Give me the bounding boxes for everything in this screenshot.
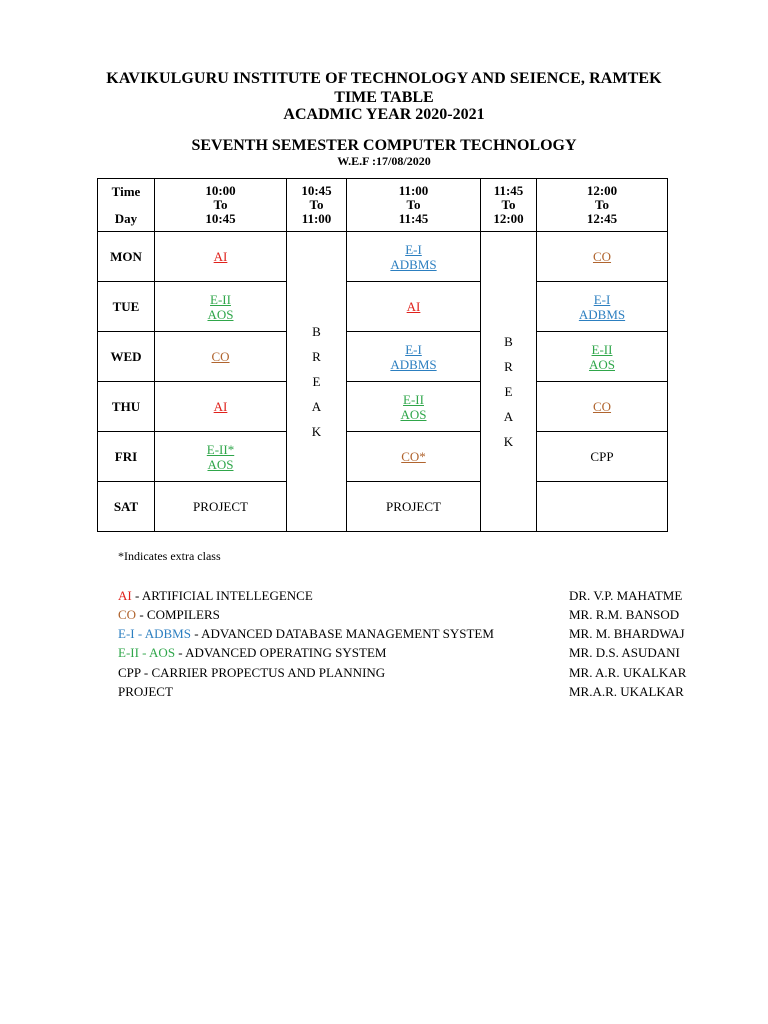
legend-item [118,607,220,623]
day-name: MON [98,232,155,282]
break-letter: A [503,409,514,424]
slot-header [347,179,481,232]
slot-start: 11:00 [398,183,429,198]
break-letter: A [311,399,322,414]
subject-link[interactable]: AOS [207,456,234,472]
subject-link[interactable]: CO [211,349,230,364]
academic-year: ACADMIC YEAR 2020-2021 [283,106,485,123]
class-cell [537,232,668,282]
slot-header [287,179,347,232]
slot-header [155,179,287,232]
subject-link[interactable]: CO [592,249,612,264]
subject-link[interactable]: E-II* [206,441,235,457]
class-cell [347,332,481,382]
legend-sep: - [136,607,147,622]
effective-date: W.E.F :17/08/2020 [337,154,431,168]
slot-end: 11:00 [301,211,332,226]
day-label: Day [114,210,138,226]
subject-text: PROJECT [193,498,248,514]
slot-to: To [595,197,609,212]
slot-to: To [213,197,228,212]
legend-name: COMPILERS [146,607,220,622]
empty-cell [537,482,668,532]
day-name: TUE [98,282,155,332]
slot-to: To [406,197,421,212]
day-row-thu [98,382,668,432]
class-cell [537,282,668,332]
legend-sep: - [190,626,202,641]
legend-code: AI [118,588,132,603]
timetable [97,178,668,532]
subject-link[interactable]: E-II [591,341,613,357]
day-row-wed [98,332,668,382]
legend-code: CO [118,607,137,622]
class-cell [155,332,287,382]
corner-cell [98,179,155,232]
day-row-sat [98,482,668,532]
legend-teacher: MR. R.M. BANSOD [569,607,680,622]
class-cell [537,382,668,432]
subject-link[interactable]: AI [213,249,228,264]
day-row-mon [98,232,668,282]
day-row-fri [98,432,668,482]
break-letter: E [504,384,513,399]
day-name: THU [98,382,155,432]
subject-link[interactable]: E-I [405,241,422,257]
break-letter: E [312,374,321,389]
slot-end: 12:00 [493,211,524,226]
subject-link[interactable]: AI [406,299,421,314]
break-column-2 [481,232,537,532]
legend-code: CPP [118,665,141,680]
subject-link[interactable]: E-I [593,291,611,307]
legend-teacher: DR. V.P. MAHATME [569,588,683,603]
timetable-header-row [98,179,668,232]
class-cell [155,482,287,532]
class-cell [347,382,481,432]
legend-teacher: MR. A.R. UKALKAR [569,665,687,680]
break-letter: R [504,359,513,374]
legend-sep: - [131,588,142,603]
institute-name: KAVIKULGURU INSTITUTE OF TECHNOLOGY AND SEIENCE, RAMTEK [106,70,662,87]
break-letter: K [311,424,322,439]
slot-start: 11:45 [493,183,524,198]
legend-teacher: MR. M. BHARDWAJ [569,626,685,641]
subject-link[interactable]: ADBMS [578,306,626,322]
subject-link[interactable]: E-II [403,391,424,407]
slot-end: 11:45 [398,211,429,226]
legend-name: ADVANCED DATABASE MANAGEMENT SYSTEM [201,626,494,641]
legend-item [118,626,494,642]
class-cell [155,432,287,482]
break-letter: R [312,349,321,364]
time-label: Time [111,183,141,199]
slot-header [481,179,537,232]
legend-name: ARTIFICIAL INTELLEGENCE [141,588,313,603]
class-cell [347,282,481,332]
subject-link[interactable]: AOS [588,356,615,372]
subject-link[interactable]: E-I [405,341,422,357]
class-cell [347,482,481,532]
slot-start: 12:00 [586,183,618,198]
legend-item [118,645,386,661]
break-letter: B [504,334,513,349]
class-cell [155,282,287,332]
subject-link[interactable]: AI [213,399,228,414]
class-cell [537,432,668,482]
subject-link[interactable]: ADBMS [390,256,437,272]
class-cell [155,382,287,432]
semester-title: SEVENTH SEMESTER COMPUTER TECHNOLOGY [191,137,577,154]
subject-link[interactable]: E-II [210,291,231,307]
slot-to: To [501,197,516,212]
slot-end: 12:45 [586,211,618,226]
class-cell [155,232,287,282]
legend-sep: - [140,665,152,680]
class-cell [347,232,481,282]
day-name: SAT [98,482,155,532]
slot-header [537,179,668,232]
subject-link[interactable]: AOS [207,306,234,322]
subject-link[interactable]: AOS [400,406,427,422]
legend-teacher: MR. D.S. ASUDANI [569,645,680,660]
legend-code: E-I - ADBMS [118,626,191,641]
subject-link[interactable]: ADBMS [390,356,437,372]
subject-text: CPP [590,448,614,464]
day-row-tue [98,282,668,332]
legend-item [118,665,385,681]
day-name: FRI [98,432,155,482]
legend-name: CARRIER PROPECTUS AND PLANNING [151,665,386,680]
legend-sep: - [175,645,186,660]
footnote: *Indicates extra class [118,549,221,563]
subject-link[interactable]: CO* [401,449,426,464]
legend-name: ADVANCED OPERATING SYSTEM [185,645,387,660]
day-name: WED [98,332,155,382]
subject-text: PROJECT [386,498,441,514]
slot-start: 10:45 [301,183,332,198]
class-cell [347,432,481,482]
legend-code: E-II - AOS [118,645,176,660]
slot-start: 10:00 [205,183,236,198]
break-letter: B [312,324,321,339]
legend-code: PROJECT [118,684,173,699]
class-cell [537,332,668,382]
legend-item [118,588,313,604]
document-title: TIME TABLE [334,89,434,106]
subject-link[interactable]: CO [592,399,612,414]
slot-to: To [309,197,324,212]
legend-teacher: MR.A.R. UKALKAR [569,684,684,699]
slot-end: 10:45 [205,211,236,226]
break-letter: K [503,434,514,449]
break-column-1 [287,232,347,532]
legend-item [118,684,173,700]
